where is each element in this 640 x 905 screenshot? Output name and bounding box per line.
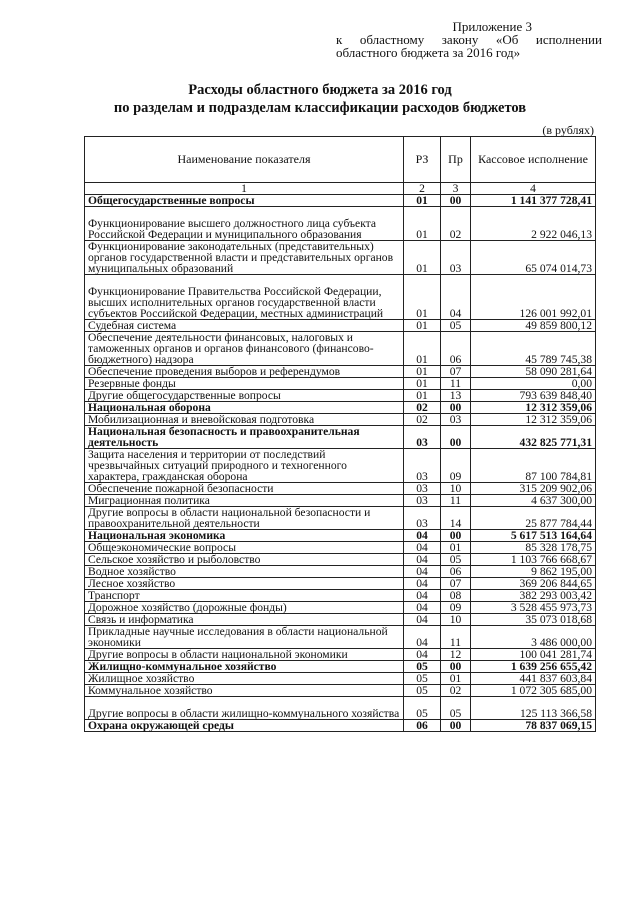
table-row (85, 720, 596, 732)
appendix-word: исполнении (535, 32, 602, 47)
table-row (85, 378, 596, 390)
appendix-law-title: областного бюджета за 2016 год» (336, 45, 521, 60)
row-section-code: 04 (404, 578, 441, 590)
appendix-word: областному (359, 32, 425, 47)
row-name: Мобилизационная и вневойсковая подготовка (85, 414, 404, 426)
table-row (85, 195, 596, 207)
row-amount: 100 041 281,74 (471, 649, 596, 661)
table-row (85, 402, 596, 414)
row-section-code: 03 (404, 495, 441, 507)
row-amount: 9 862 195,00 (471, 566, 596, 578)
row-amount: 369 206 844,65 (471, 578, 596, 590)
row-subsection-code: 03 (441, 241, 471, 275)
row-section-code: 04 (404, 542, 441, 554)
row-section-code: 01 (404, 195, 441, 207)
table-row (85, 673, 596, 685)
row-name: Функционирование законодательных (представительных) органов государственной власти и представительных органов муниципальных образований (85, 241, 404, 275)
row-name: Транспорт (85, 590, 404, 602)
row-name: Дорожное хозяйство (дорожные фонды) (85, 602, 404, 614)
table-row (85, 602, 596, 614)
row-amount: 441 837 603,84 (471, 673, 596, 685)
row-section-code: 05 (404, 685, 441, 697)
row-section-code: 04 (404, 566, 441, 578)
table-row (85, 332, 596, 366)
units-note: (в рублях) (542, 123, 594, 137)
table-row (85, 449, 596, 483)
row-subsection-code: 03 (441, 414, 471, 426)
row-subsection-code: 11 (441, 626, 471, 649)
row-section-code: 03 (404, 507, 441, 530)
table-row (85, 366, 596, 378)
row-amount: 35 073 018,68 (471, 614, 596, 626)
table-row (85, 697, 596, 720)
title-line-2: по разделам и подразделам классификации расходов бюджетов (113, 100, 527, 116)
row-name: Функционирование Правительства Российской Федерации, высших исполнительных органов государственной власти субъектов Российской Федерации, местных администраций (85, 275, 404, 320)
row-subsection-code: 07 (441, 578, 471, 590)
appendix-word: к (336, 32, 343, 47)
row-name: Функционирование высшего должностного лица субъекта Российской Федерации и муниципального образования (85, 207, 404, 241)
header-section: РЗ (404, 137, 441, 183)
appendix-header (336, 20, 602, 59)
row-name: Обеспечение пожарной безопасности (85, 483, 404, 495)
row-amount: 1 639 256 655,42 (471, 661, 596, 673)
row-amount: 12 312 359,06 (471, 402, 596, 414)
table-row (85, 426, 596, 449)
column-number: 2 (404, 183, 441, 195)
row-amount: 4 637 300,00 (471, 495, 596, 507)
row-name: Другие вопросы в области жилищно-коммунального хозяйства (85, 697, 404, 720)
row-section-code: 01 (404, 275, 441, 320)
row-subsection-code: 13 (441, 390, 471, 402)
row-amount: 126 001 992,01 (471, 275, 596, 320)
table-row (85, 542, 596, 554)
row-subsection-code: 00 (441, 661, 471, 673)
column-number: 3 (441, 183, 471, 195)
table-row (85, 241, 596, 275)
header-indicator-name: Наименование показателя (85, 137, 404, 183)
row-amount: 3 486 000,00 (471, 626, 596, 649)
row-name: Национальная экономика (85, 530, 404, 542)
row-subsection-code: 12 (441, 649, 471, 661)
row-section-code: 05 (404, 661, 441, 673)
row-subsection-code: 06 (441, 332, 471, 366)
row-section-code: 04 (404, 590, 441, 602)
row-subsection-code: 00 (441, 195, 471, 207)
document-title (0, 81, 640, 117)
row-amount: 49 859 800,12 (471, 320, 596, 332)
row-name: Сельское хозяйство и рыболовство (85, 554, 404, 566)
row-subsection-code: 06 (441, 566, 471, 578)
table-row (85, 207, 596, 241)
row-name: Водное хозяйство (85, 566, 404, 578)
row-name: Коммунальное хозяйство (85, 685, 404, 697)
row-subsection-code: 05 (441, 554, 471, 566)
row-name: Прикладные научные исследования в области национальной экономики (85, 626, 404, 649)
row-subsection-code: 02 (441, 207, 471, 241)
row-section-code: 03 (404, 449, 441, 483)
row-subsection-code: 07 (441, 366, 471, 378)
table-row (85, 320, 596, 332)
row-section-code: 01 (404, 207, 441, 241)
row-subsection-code: 02 (441, 685, 471, 697)
table-row (85, 649, 596, 661)
row-name: Лесное хозяйство (85, 578, 404, 590)
row-subsection-code: 09 (441, 602, 471, 614)
row-section-code: 04 (404, 530, 441, 542)
row-name: Жилищное хозяйство (85, 673, 404, 685)
table-row (85, 685, 596, 697)
row-section-code: 01 (404, 366, 441, 378)
row-amount: 87 100 784,81 (471, 449, 596, 483)
row-name: Национальная безопасность и правоохранительная деятельность (85, 426, 404, 449)
row-amount: 432 825 771,31 (471, 426, 596, 449)
row-section-code: 04 (404, 614, 441, 626)
row-name: Охрана окружающей среды (85, 720, 404, 732)
row-amount: 1 103 766 668,67 (471, 554, 596, 566)
title-line-1: Расходы областного бюджета за 2016 год (188, 82, 452, 98)
row-name: Другие вопросы в области национальной безопасности и правоохранительной деятельности (85, 507, 404, 530)
row-name: Жилищно-коммунальное хозяйство (85, 661, 404, 673)
row-amount: 25 877 784,44 (471, 507, 596, 530)
table-row (85, 275, 596, 320)
row-name: Связь и информатика (85, 614, 404, 626)
appendix-word: закону (441, 32, 479, 47)
row-subsection-code: 04 (441, 275, 471, 320)
row-amount: 5 617 513 164,64 (471, 530, 596, 542)
row-subsection-code: 00 (441, 720, 471, 732)
row-section-code: 05 (404, 697, 441, 720)
row-subsection-code: 00 (441, 426, 471, 449)
row-section-code: 04 (404, 554, 441, 566)
row-amount: 0,00 (471, 378, 596, 390)
row-subsection-code: 11 (441, 495, 471, 507)
header-subsection: Пр (441, 137, 471, 183)
column-number: 4 (471, 183, 596, 195)
row-section-code: 04 (404, 602, 441, 614)
appendix-number: Приложение 3 (452, 19, 532, 34)
row-amount: 45 789 745,38 (471, 332, 596, 366)
table-row (85, 614, 596, 626)
row-section-code: 03 (404, 483, 441, 495)
row-section-code: 02 (404, 414, 441, 426)
row-amount: 12 312 359,06 (471, 414, 596, 426)
row-amount: 78 837 069,15 (471, 720, 596, 732)
row-section-code: 02 (404, 402, 441, 414)
row-section-code: 04 (404, 626, 441, 649)
table-row (85, 590, 596, 602)
column-number-row (85, 183, 596, 195)
table-header-row (85, 137, 596, 183)
row-section-code: 01 (404, 241, 441, 275)
row-name: Другие вопросы в области национальной экономики (85, 649, 404, 661)
table-row (85, 554, 596, 566)
row-subsection-code: 10 (441, 614, 471, 626)
row-amount: 3 528 455 973,73 (471, 602, 596, 614)
row-section-code: 01 (404, 378, 441, 390)
table-row (85, 390, 596, 402)
row-name: Обеспечение деятельности финансовых, налоговых и таможенных органов и органов финансового (финансово-бюджетного) надзора (85, 332, 404, 366)
row-section-code: 01 (404, 332, 441, 366)
row-subsection-code: 05 (441, 320, 471, 332)
row-subsection-code: 01 (441, 542, 471, 554)
row-section-code: 03 (404, 426, 441, 449)
row-subsection-code: 10 (441, 483, 471, 495)
appendix-word: «Об (495, 32, 519, 47)
row-subsection-code: 00 (441, 402, 471, 414)
row-name: Миграционная политика (85, 495, 404, 507)
table-row (85, 566, 596, 578)
row-subsection-code: 00 (441, 530, 471, 542)
row-name: Национальная оборона (85, 402, 404, 414)
table-row (85, 626, 596, 649)
row-subsection-code: 14 (441, 507, 471, 530)
row-section-code: 06 (404, 720, 441, 732)
table-row (85, 483, 596, 495)
row-subsection-code: 09 (441, 449, 471, 483)
table-body (85, 183, 596, 732)
row-section-code: 05 (404, 673, 441, 685)
row-amount: 315 209 902,06 (471, 483, 596, 495)
row-subsection-code: 08 (441, 590, 471, 602)
row-amount: 125 113 366,58 (471, 697, 596, 720)
table-row (85, 507, 596, 530)
row-name: Другие общегосударственные вопросы (85, 390, 404, 402)
row-amount: 85 328 178,75 (471, 542, 596, 554)
row-amount: 793 639 848,40 (471, 390, 596, 402)
row-subsection-code: 01 (441, 673, 471, 685)
row-subsection-code: 05 (441, 697, 471, 720)
row-amount: 382 293 003,42 (471, 590, 596, 602)
table-row (85, 661, 596, 673)
row-name: Резервные фонды (85, 378, 404, 390)
row-section-code: 04 (404, 649, 441, 661)
row-amount: 1 141 377 728,41 (471, 195, 596, 207)
row-name: Общеэкономические вопросы (85, 542, 404, 554)
expenditure-table (84, 136, 596, 732)
row-name: Защита населения и территории от последствий чрезвычайных ситуаций природного и техногенного характера, гражданская оборона (85, 449, 404, 483)
column-number: 1 (85, 183, 404, 195)
row-section-code: 01 (404, 320, 441, 332)
row-amount: 2 922 046,13 (471, 207, 596, 241)
table-row (85, 414, 596, 426)
row-subsection-code: 11 (441, 378, 471, 390)
table-row (85, 578, 596, 590)
row-section-code: 01 (404, 390, 441, 402)
row-amount: 65 074 014,73 (471, 241, 596, 275)
row-name: Судебная система (85, 320, 404, 332)
table-row (85, 530, 596, 542)
header-cash-execution: Кассовое исполнение (471, 137, 596, 183)
row-name: Общегосударственные вопросы (85, 195, 404, 207)
row-name: Обеспечение проведения выборов и референдумов (85, 366, 404, 378)
row-amount: 1 072 305 685,00 (471, 685, 596, 697)
table-row (85, 495, 596, 507)
row-amount: 58 090 281,64 (471, 366, 596, 378)
